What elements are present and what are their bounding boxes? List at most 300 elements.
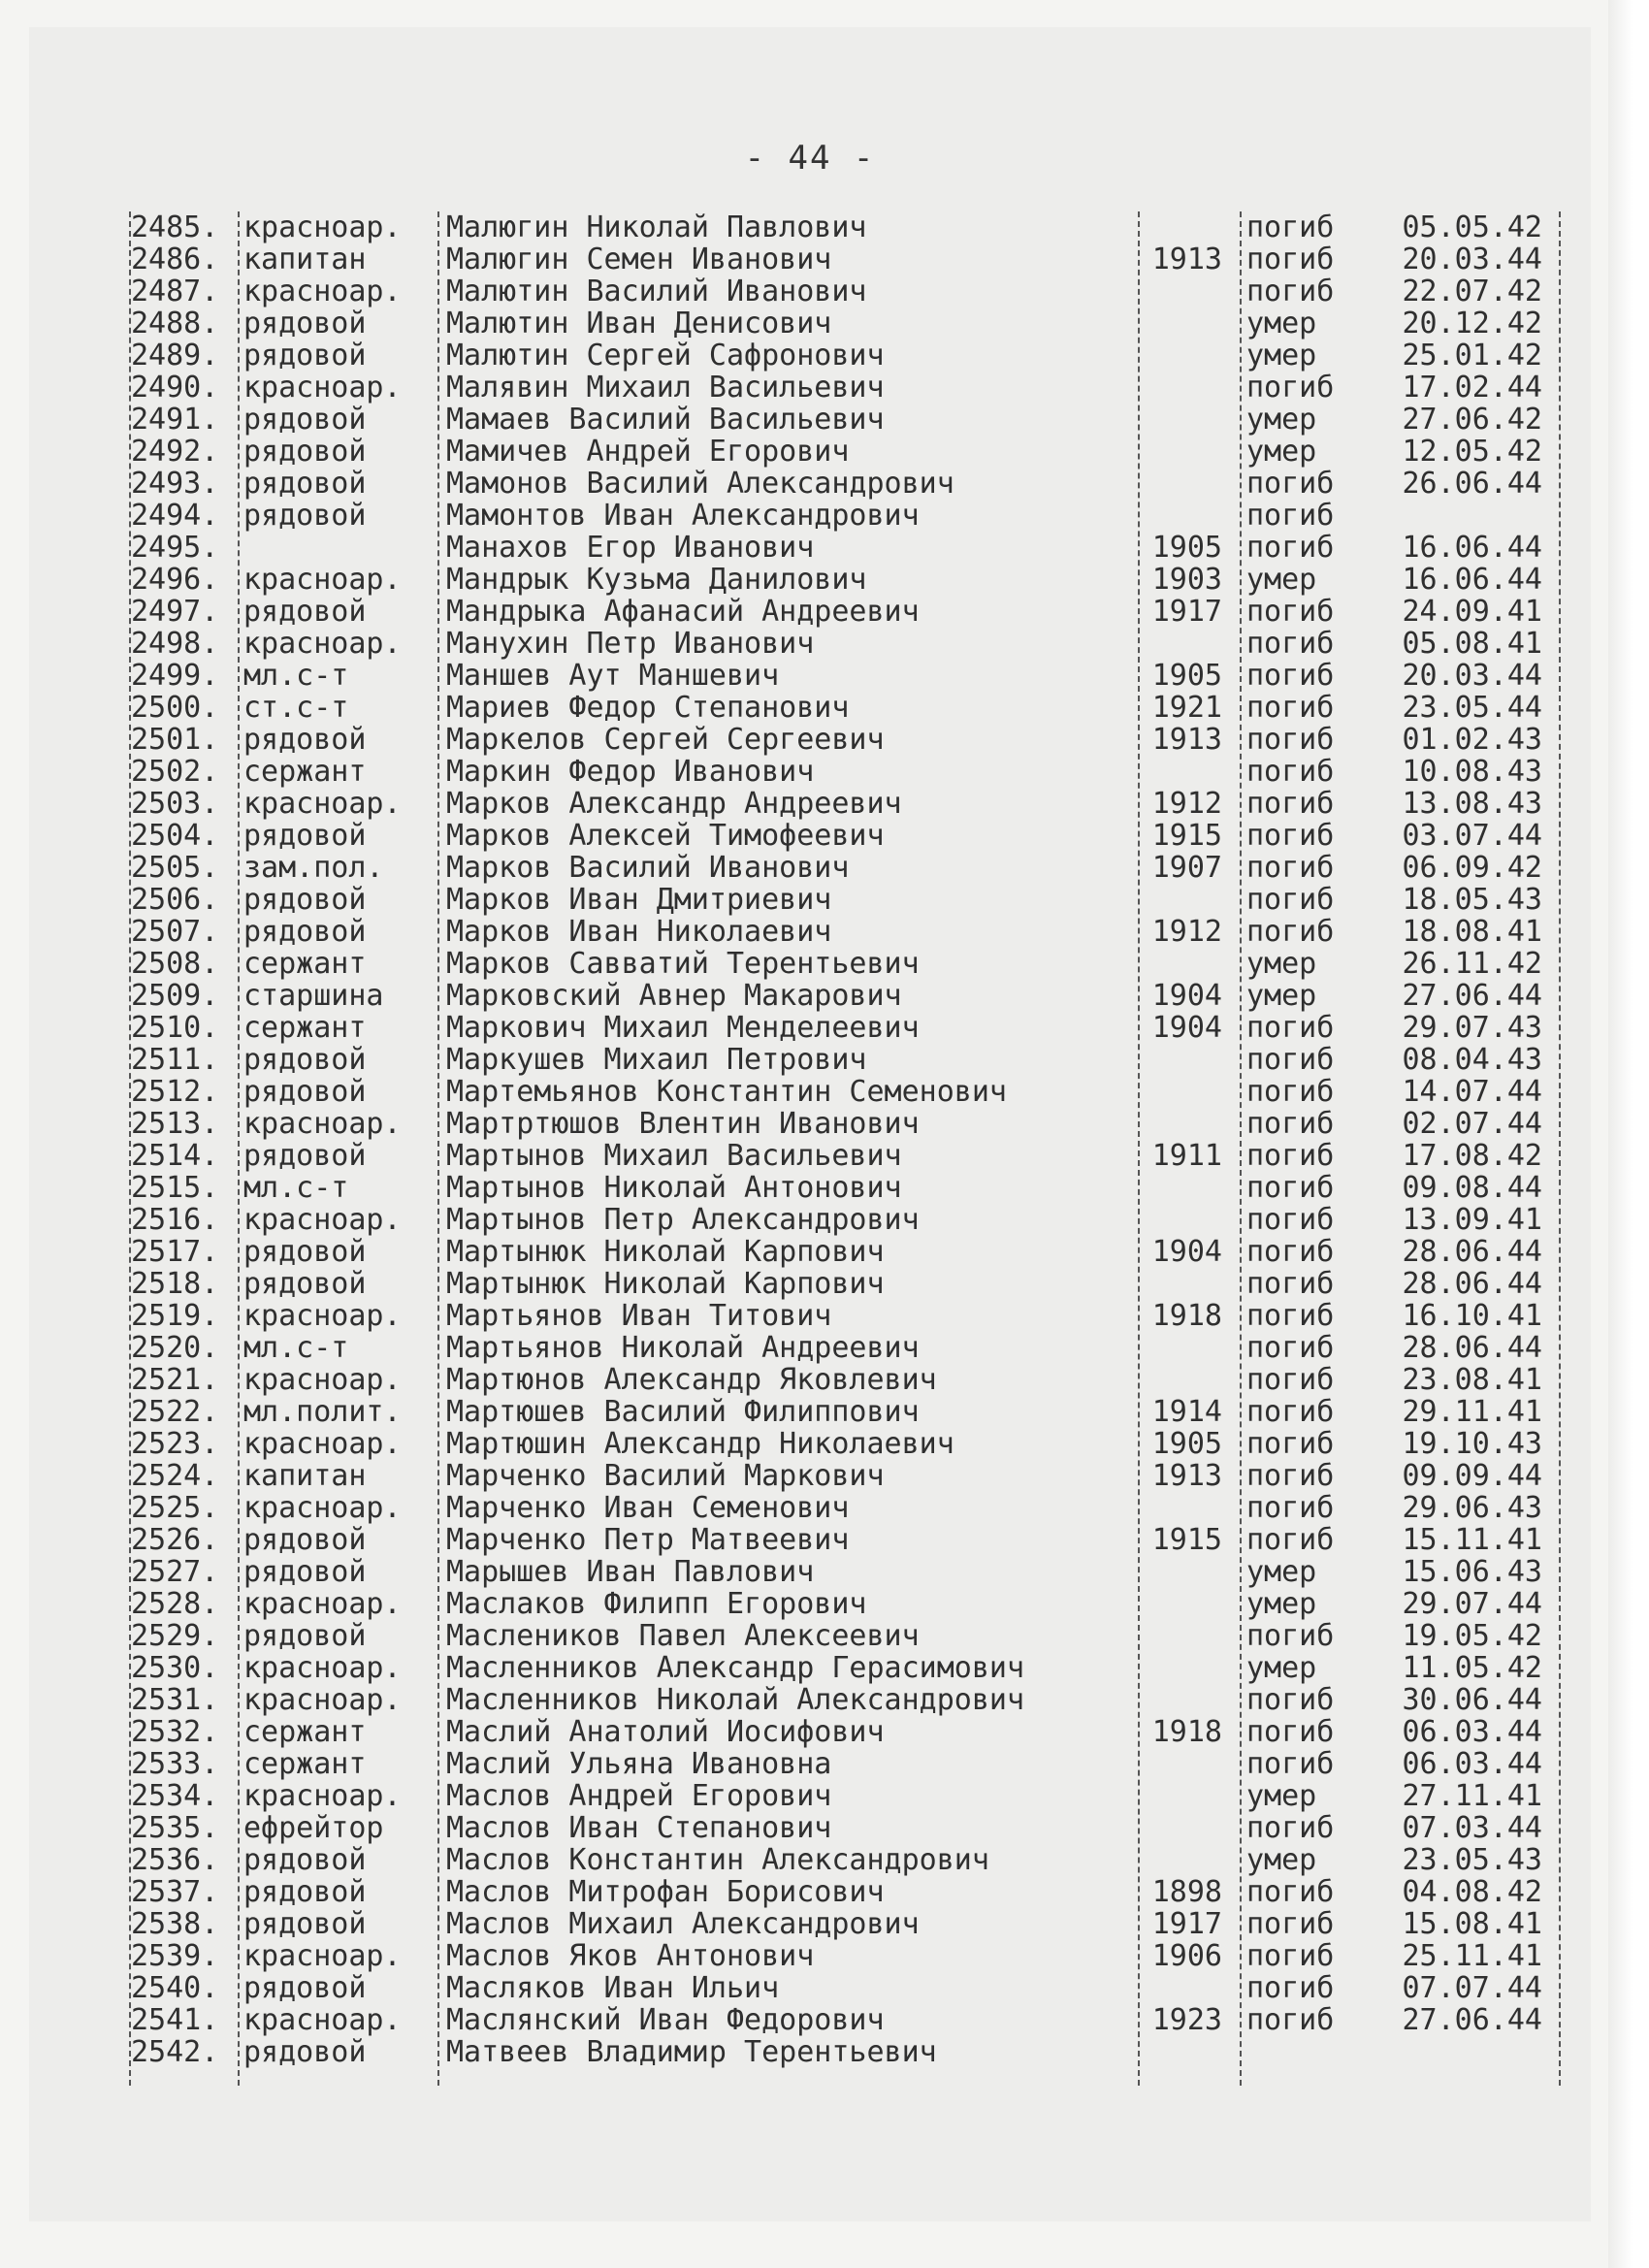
rank-cell: сержант <box>243 1747 367 1781</box>
name-cell: Манухин Петр Иванович <box>446 627 815 661</box>
status-cell: погиб <box>1246 211 1335 244</box>
date-cell: 18.08.41 <box>1402 915 1542 949</box>
name-cell: Маслов Иван Степанович <box>446 1811 832 1845</box>
table-row <box>92 1812 1581 1844</box>
name-cell: Малютин Иван Денисович <box>446 307 832 340</box>
entry-number: 2513. <box>131 1107 219 1141</box>
status-cell: погиб <box>1246 1363 1335 1397</box>
rank-cell: краснoар. <box>243 211 402 244</box>
status-cell: умер <box>1246 979 1317 1013</box>
name-cell: Маслов Митрофан Борисович <box>446 1875 885 1909</box>
document-page <box>29 27 1591 2221</box>
entry-number: 2506. <box>131 883 219 917</box>
rank-cell: рядовой <box>243 723 367 757</box>
name-cell: Мартынюк Николай Карпович <box>446 1235 885 1269</box>
status-cell: погиб <box>1246 819 1335 853</box>
table-row <box>92 628 1581 660</box>
table-row <box>92 1524 1581 1556</box>
entry-number: 2497. <box>131 595 219 629</box>
status-cell: погиб <box>1246 1075 1335 1109</box>
birth-year-cell: 1898 <box>1151 1875 1222 1909</box>
name-cell: Маслов Яков Антонович <box>446 1939 815 1973</box>
name-cell: Маркович Михаил Менделеевич <box>446 1011 920 1045</box>
entry-number: 2491. <box>131 403 219 437</box>
rank-cell: краснoар. <box>243 2003 402 2037</box>
entry-number: 2533. <box>131 1747 219 1781</box>
page-number: - 44 - <box>744 139 876 178</box>
rank-cell: рядовой <box>243 819 367 853</box>
birth-year-cell: 1915 <box>1151 1523 1222 1557</box>
name-cell: Мартртюшов Влентин Иванович <box>446 1107 920 1141</box>
name-cell: Маркушев Михаил Петрович <box>446 1043 867 1077</box>
rank-cell: рядовой <box>243 1619 367 1653</box>
rank-cell: краснoар. <box>243 627 402 661</box>
table-row <box>92 1300 1581 1332</box>
status-cell: умер <box>1246 947 1317 981</box>
rank-cell: краснoар. <box>243 1491 402 1525</box>
date-cell: 09.09.44 <box>1402 1459 1542 1493</box>
birth-year-cell: 1913 <box>1151 243 1222 276</box>
date-cell: 14.07.44 <box>1402 1075 1542 1109</box>
name-cell: Маслов Константин Александрович <box>446 1843 989 1877</box>
date-cell: 16.10.41 <box>1402 1299 1542 1333</box>
entry-number: 2527. <box>131 1555 219 1589</box>
date-cell: 27.11.41 <box>1402 1779 1542 1813</box>
status-cell: погиб <box>1246 1395 1335 1429</box>
name-cell: Мартемьянов Константин Семенович <box>446 1075 1007 1109</box>
date-cell: 06.03.44 <box>1402 1715 1542 1749</box>
rank-cell: краснoар. <box>243 563 402 597</box>
name-cell: Малютин Василий Иванович <box>446 275 867 308</box>
rank-cell: краснoар. <box>243 1427 402 1461</box>
date-cell: 17.08.42 <box>1402 1139 1542 1173</box>
entry-number: 2520. <box>131 1331 219 1365</box>
name-cell: Масленников Александр Герасимович <box>446 1651 1025 1685</box>
name-cell: Марышев Иван Павлович <box>446 1555 815 1589</box>
name-cell: Маслеников Павел Алексеевич <box>446 1619 920 1653</box>
table-row <box>92 1492 1581 1524</box>
name-cell: Мартюнов Александр Яковлевич <box>446 1363 937 1397</box>
table-row <box>92 211 1581 243</box>
name-cell: Малюгин Николай Павлович <box>446 211 867 244</box>
entry-number: 2498. <box>131 627 219 661</box>
name-cell: Маслянский Иван Федорович <box>446 2003 885 2037</box>
entry-number: 2510. <box>131 1011 219 1045</box>
status-cell: погиб <box>1246 243 1335 276</box>
date-cell: 26.06.44 <box>1402 467 1542 501</box>
table-row <box>92 1332 1581 1364</box>
name-cell: Мартьянов Николай Андреевич <box>446 1331 920 1365</box>
entry-number: 2511. <box>131 1043 219 1077</box>
birth-year-cell: 1905 <box>1151 1427 1222 1461</box>
date-cell: 28.06.44 <box>1402 1235 1542 1269</box>
rank-cell: зам.пол. <box>243 851 384 885</box>
name-cell: Маншев Аут Маншевич <box>446 659 780 693</box>
rank-cell: рядовой <box>243 1523 367 1557</box>
name-cell: Масляков Иван Ильич <box>446 1971 780 2005</box>
table-row <box>92 1012 1581 1044</box>
table-row <box>92 1972 1581 2004</box>
rank-cell: рядовой <box>243 1267 367 1301</box>
date-cell: 19.10.43 <box>1402 1427 1542 1461</box>
date-cell: 04.08.42 <box>1402 1875 1542 1909</box>
birth-year-cell: 1918 <box>1151 1715 1222 1749</box>
status-cell: погиб <box>1246 1427 1335 1461</box>
date-cell: 07.03.44 <box>1402 1811 1542 1845</box>
entry-number: 2532. <box>131 1715 219 1749</box>
scan-edge <box>1608 0 1649 2268</box>
date-cell: 27.06.44 <box>1402 979 1542 1013</box>
rank-cell: мл.с-т <box>243 659 349 693</box>
rank-cell: краснoар. <box>243 1203 402 1237</box>
table-row <box>92 1876 1581 1908</box>
status-cell: умер <box>1246 1779 1317 1813</box>
name-cell: Мамонтов Иван Александрович <box>446 499 920 533</box>
rank-cell: краснoар. <box>243 1107 402 1141</box>
rank-cell: рядовой <box>243 467 367 501</box>
table-row <box>92 820 1581 852</box>
status-cell: погиб <box>1246 1139 1335 1173</box>
date-cell: 03.07.44 <box>1402 819 1542 853</box>
status-cell: погиб <box>1246 467 1335 501</box>
name-cell: Мариев Федор Степанович <box>446 691 850 725</box>
entry-number: 2518. <box>131 1267 219 1301</box>
entry-number: 2523. <box>131 1427 219 1461</box>
entry-number: 2489. <box>131 339 219 373</box>
table-row <box>92 1844 1581 1876</box>
rank-cell: краснoар. <box>243 787 402 821</box>
date-cell: 06.09.42 <box>1402 851 1542 885</box>
date-cell: 09.08.44 <box>1402 1171 1542 1205</box>
status-cell: погиб <box>1246 883 1335 917</box>
status-cell: погиб <box>1246 1907 1335 1941</box>
rank-cell: мл.полит. <box>243 1395 402 1429</box>
rank-cell: краснoар. <box>243 1299 402 1333</box>
date-cell: 20.12.42 <box>1402 307 1542 340</box>
rank-cell: краснoар. <box>243 1651 402 1685</box>
date-cell: 05.05.42 <box>1402 211 1542 244</box>
entry-number: 2512. <box>131 1075 219 1109</box>
rank-cell: рядовой <box>243 2035 367 2069</box>
entry-number: 2487. <box>131 275 219 308</box>
status-cell: умер <box>1246 307 1317 340</box>
status-cell: погиб <box>1246 659 1335 693</box>
date-cell: 25.11.41 <box>1402 1939 1542 1973</box>
status-cell: погиб <box>1246 1011 1335 1045</box>
rank-cell: сержант <box>243 947 367 981</box>
status-cell: погиб <box>1246 1107 1335 1141</box>
table-row <box>92 2036 1581 2068</box>
birth-year-cell: 1905 <box>1151 659 1222 693</box>
date-cell: 05.08.41 <box>1402 627 1542 661</box>
entry-number: 2516. <box>131 1203 219 1237</box>
date-cell: 10.08.43 <box>1402 755 1542 789</box>
rank-cell: краснoар. <box>243 1587 402 1621</box>
status-cell: погиб <box>1246 723 1335 757</box>
name-cell: Малютин Сергей Сафронович <box>446 339 885 373</box>
birth-year-cell: 1917 <box>1151 1907 1222 1941</box>
entry-number: 2521. <box>131 1363 219 1397</box>
birth-year-cell: 1923 <box>1151 2003 1222 2037</box>
entry-number: 2537. <box>131 1875 219 1909</box>
name-cell: Маслов Михаил Александрович <box>446 1907 920 1941</box>
date-cell: 29.11.41 <box>1402 1395 1542 1429</box>
entry-number: 2502. <box>131 755 219 789</box>
table-row <box>92 596 1581 628</box>
name-cell: Маркелов Сергей Сергеевич <box>446 723 885 757</box>
rank-cell: рядовой <box>243 595 367 629</box>
name-cell: Маслий Ульяна Ивановна <box>446 1747 832 1781</box>
birth-year-cell: 1903 <box>1151 563 1222 597</box>
rank-cell: капитан <box>243 1459 367 1493</box>
name-cell: Мандрык Кузьма Данилович <box>446 563 867 597</box>
name-cell: Мартынов Николай Антонович <box>446 1171 902 1205</box>
table-row <box>92 948 1581 980</box>
entry-number: 2536. <box>131 1843 219 1877</box>
status-cell: погиб <box>1246 755 1335 789</box>
date-cell: 26.11.42 <box>1402 947 1542 981</box>
name-cell: Марков Александр Андреевич <box>446 787 902 821</box>
date-cell: 28.06.44 <box>1402 1331 1542 1365</box>
date-cell: 01.02.43 <box>1402 723 1542 757</box>
date-cell: 29.06.43 <box>1402 1491 1542 1525</box>
date-cell: 18.05.43 <box>1402 883 1542 917</box>
name-cell: Марков Иван Дмитриевич <box>446 883 832 917</box>
rank-cell: капитан <box>243 243 367 276</box>
date-cell: 16.06.44 <box>1402 531 1542 565</box>
birth-year-cell: 1906 <box>1151 1939 1222 1973</box>
rank-cell: рядовой <box>243 1235 367 1269</box>
entry-number: 2504. <box>131 819 219 853</box>
table-row <box>92 1076 1581 1108</box>
entry-number: 2496. <box>131 563 219 597</box>
table-row <box>92 436 1581 468</box>
date-cell: 27.06.44 <box>1402 2003 1542 2037</box>
entry-number: 2517. <box>131 1235 219 1269</box>
table-row <box>92 1172 1581 1204</box>
name-cell: Мамаев Василий Васильевич <box>446 403 885 437</box>
rank-cell: рядовой <box>243 307 367 340</box>
birth-year-cell: 1904 <box>1151 979 1222 1013</box>
entry-number: 2541. <box>131 2003 219 2037</box>
entry-number: 2503. <box>131 787 219 821</box>
table-row <box>92 1044 1581 1076</box>
status-cell: погиб <box>1246 531 1335 565</box>
status-cell: погиб <box>1246 1171 1335 1205</box>
birth-year-cell: 1915 <box>1151 819 1222 853</box>
entry-number: 2486. <box>131 243 219 276</box>
status-cell: погиб <box>1246 627 1335 661</box>
date-cell: 20.03.44 <box>1402 243 1542 276</box>
date-cell: 16.06.44 <box>1402 563 1542 597</box>
status-cell: погиб <box>1246 595 1335 629</box>
status-cell: погиб <box>1246 275 1335 308</box>
status-cell: погиб <box>1246 851 1335 885</box>
birth-year-cell: 1905 <box>1151 531 1222 565</box>
table-row <box>92 1684 1581 1716</box>
table-row <box>92 1140 1581 1172</box>
date-cell: 28.06.44 <box>1402 1267 1542 1301</box>
entry-number: 2501. <box>131 723 219 757</box>
name-cell: Марков Василий Иванович <box>446 851 850 885</box>
table-row <box>92 660 1581 692</box>
date-cell: 15.11.41 <box>1402 1523 1542 1557</box>
birth-year-cell: 1907 <box>1151 851 1222 885</box>
status-cell: умер <box>1246 1651 1317 1685</box>
status-cell: погиб <box>1246 1523 1335 1557</box>
table-row <box>92 1620 1581 1652</box>
status-cell: умер <box>1246 435 1317 469</box>
entry-number: 2538. <box>131 1907 219 1941</box>
status-cell: умер <box>1246 1587 1317 1621</box>
name-cell: Мамонов Василий Александрович <box>446 467 954 501</box>
rank-cell: ст.с-т <box>243 691 349 725</box>
status-cell: погиб <box>1246 1683 1335 1717</box>
birth-year-cell: 1918 <box>1151 1299 1222 1333</box>
rank-cell: мл.с-т <box>243 1171 349 1205</box>
rank-cell: рядовой <box>243 339 367 373</box>
table-row <box>92 1748 1581 1780</box>
table-row <box>92 500 1581 532</box>
date-cell: 19.05.42 <box>1402 1619 1542 1653</box>
rank-cell: рядовой <box>243 1555 367 1589</box>
table-row <box>92 916 1581 948</box>
entry-number: 2526. <box>131 1523 219 1557</box>
date-cell: 15.06.43 <box>1402 1555 1542 1589</box>
status-cell: погиб <box>1246 1971 1335 2005</box>
status-cell: погиб <box>1246 1299 1335 1333</box>
table-row <box>92 852 1581 884</box>
table-row <box>92 1780 1581 1812</box>
entry-number: 2522. <box>131 1395 219 1429</box>
entry-number: 2490. <box>131 371 219 405</box>
rank-cell: рядовой <box>243 403 367 437</box>
rank-cell: рядовой <box>243 1971 367 2005</box>
rank-cell: рядовой <box>243 499 367 533</box>
table-row <box>92 1940 1581 1972</box>
name-cell: Мартынов Михаил Васильевич <box>446 1139 902 1173</box>
name-cell: Мартюшев Василий Филиппович <box>446 1395 920 1429</box>
date-cell: 27.06.42 <box>1402 403 1542 437</box>
status-cell: умер <box>1246 1555 1317 1589</box>
status-cell: погиб <box>1246 1811 1335 1845</box>
birth-year-cell: 1921 <box>1151 691 1222 725</box>
status-cell: погиб <box>1246 1043 1335 1077</box>
name-cell: Марков Алексей Тимофеевич <box>446 819 885 853</box>
entry-number: 2488. <box>131 307 219 340</box>
name-cell: Мартынюк Николай Карпович <box>446 1267 885 1301</box>
birth-year-cell: 1913 <box>1151 723 1222 757</box>
rank-cell: сержант <box>243 1715 367 1749</box>
birth-year-cell: 1914 <box>1151 1395 1222 1429</box>
entry-number: 2529. <box>131 1619 219 1653</box>
name-cell: Мартынов Петр Александрович <box>446 1203 920 1237</box>
date-cell: 02.07.44 <box>1402 1107 1542 1141</box>
name-cell: Марков Иван Николаевич <box>446 915 832 949</box>
entry-number: 2507. <box>131 915 219 949</box>
entry-number: 2540. <box>131 1971 219 2005</box>
date-cell: 23.05.43 <box>1402 1843 1542 1877</box>
table-row <box>92 724 1581 756</box>
rank-cell: рядовой <box>243 1075 367 1109</box>
status-cell: умер <box>1246 403 1317 437</box>
date-cell: 20.03.44 <box>1402 659 1542 693</box>
name-cell: Мартьянов Иван Титович <box>446 1299 832 1333</box>
table-row <box>92 884 1581 916</box>
table-row <box>92 532 1581 564</box>
birth-year-cell: 1912 <box>1151 915 1222 949</box>
rank-cell: рядовой <box>243 435 367 469</box>
table-row <box>92 2004 1581 2036</box>
birth-year-cell: 1904 <box>1151 1011 1222 1045</box>
entry-number: 2528. <box>131 1587 219 1621</box>
rank-cell: рядовой <box>243 883 367 917</box>
status-cell: погиб <box>1246 1331 1335 1365</box>
entry-number: 2539. <box>131 1939 219 1973</box>
date-cell: 11.05.42 <box>1402 1651 1542 1685</box>
date-cell: 07.07.44 <box>1402 1971 1542 2005</box>
entry-number: 2524. <box>131 1459 219 1493</box>
entry-number: 2492. <box>131 435 219 469</box>
birth-year-cell: 1904 <box>1151 1235 1222 1269</box>
name-cell: Малюгин Семен Иванович <box>446 243 832 276</box>
rank-cell: краснoар. <box>243 1779 402 1813</box>
table-row <box>92 1364 1581 1396</box>
table-row <box>92 756 1581 788</box>
table-row <box>92 1588 1581 1620</box>
rank-cell: рядовой <box>243 1043 367 1077</box>
status-cell: погиб <box>1246 1491 1335 1525</box>
entry-number: 2531. <box>131 1683 219 1717</box>
entry-number: 2493. <box>131 467 219 501</box>
date-cell: 29.07.44 <box>1402 1587 1542 1621</box>
status-cell: погиб <box>1246 1715 1335 1749</box>
entry-number: 2530. <box>131 1651 219 1685</box>
entry-number: 2509. <box>131 979 219 1013</box>
rank-cell: рядовой <box>243 1875 367 1909</box>
date-cell: 13.09.41 <box>1402 1203 1542 1237</box>
date-cell: 23.08.41 <box>1402 1363 1542 1397</box>
table-row <box>92 372 1581 404</box>
table-row <box>92 1268 1581 1300</box>
table-row <box>92 1556 1581 1588</box>
rank-cell: краснoар. <box>243 1683 402 1717</box>
name-cell: Манахов Егор Иванович <box>446 531 815 565</box>
status-cell: погиб <box>1246 1235 1335 1269</box>
status-cell: погиб <box>1246 1459 1335 1493</box>
name-cell: Маслий Анатолий Иосифович <box>446 1715 885 1749</box>
rank-cell: сержант <box>243 1011 367 1045</box>
rank-cell: краснoар. <box>243 275 402 308</box>
entry-number: 2485. <box>131 211 219 244</box>
rank-cell: рядовой <box>243 1843 367 1877</box>
entry-number: 2542. <box>131 2035 219 2069</box>
entry-number: 2500. <box>131 691 219 725</box>
rank-cell: ефрейтор <box>243 1811 384 1845</box>
entry-number: 2499. <box>131 659 219 693</box>
name-cell: Марченко Петр Матвеевич <box>446 1523 850 1557</box>
status-cell: умер <box>1246 339 1317 373</box>
status-cell: погиб <box>1246 787 1335 821</box>
date-cell: 06.03.44 <box>1402 1747 1542 1781</box>
date-cell: 13.08.43 <box>1402 787 1542 821</box>
date-cell: 23.05.44 <box>1402 691 1542 725</box>
table-row <box>92 1396 1581 1428</box>
date-cell: 22.07.42 <box>1402 275 1542 308</box>
date-cell: 24.09.41 <box>1402 595 1542 629</box>
name-cell: Масленников Николай Александрович <box>446 1683 1025 1717</box>
entry-number: 2494. <box>131 499 219 533</box>
